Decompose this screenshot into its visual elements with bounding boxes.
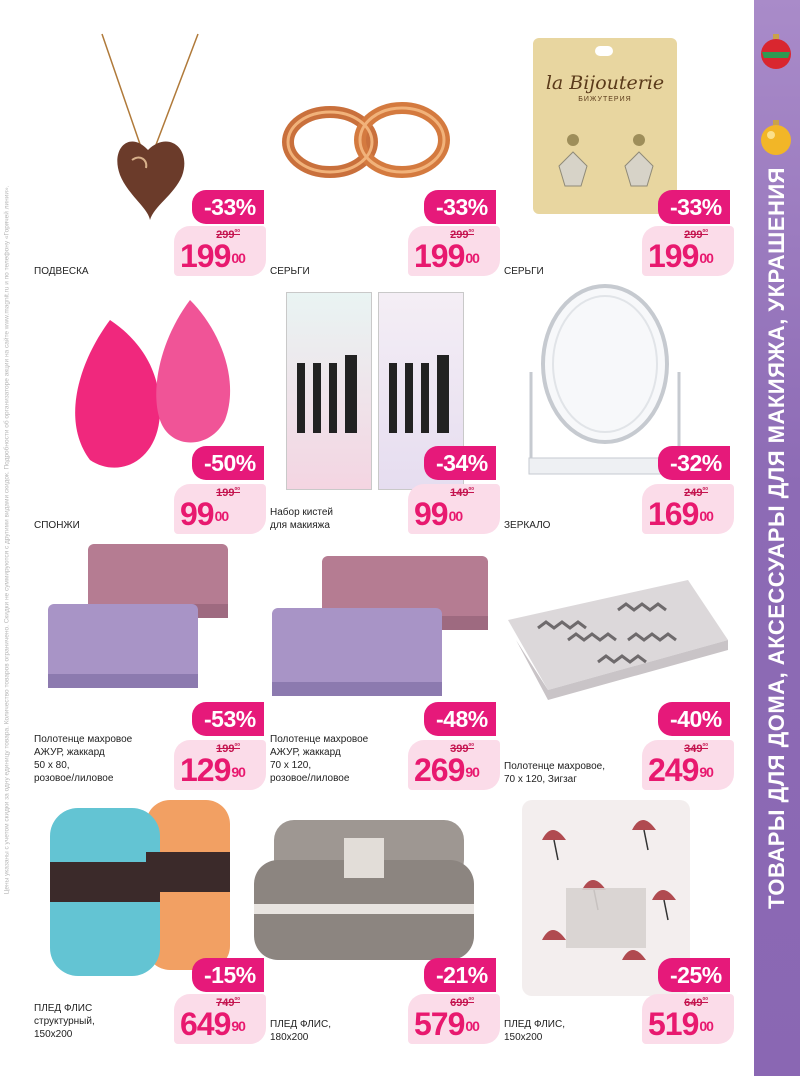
price-box: $749^{00}$ $649^{90}$ (174, 994, 266, 1044)
price-box: $149^{00}$ $99^{00}$ (408, 484, 500, 534)
christmas-ornament-icon (758, 34, 794, 70)
discount-badge: -53% (192, 702, 264, 736)
towel-image (272, 556, 492, 706)
legal-disclaimer: Цены указаны с учетом скидки за одну единицу товара. Количество товаров ограничено. Скидки не суммируются с другими видами скидок. Подробности об организаторе акции на сайте www.magnit.ru и по телефону «Горячей линии». (3, 185, 11, 895)
old-price: 199 (216, 743, 235, 755)
new-price: 519 (648, 1006, 699, 1042)
towel-image (48, 544, 238, 694)
price-box: $299^{00}$ $199^{00}$ (642, 226, 734, 276)
price-box: $199^{00}$ $99^{00}$ (174, 484, 266, 534)
price-box: $399^{00}$ $269^{90}$ (408, 740, 500, 790)
price-box: $649^{00}$ $519^{00}$ (642, 994, 734, 1044)
product-name: ПЛЕД ФЛИС структурный, 150х200 (34, 1003, 95, 1040)
old-price: 349 (684, 743, 703, 755)
new-price: 129 (180, 752, 231, 788)
brand-logo: la Bijouterie (545, 72, 665, 94)
towel-zigzag-image (508, 580, 728, 710)
discount-badge: -33% (658, 190, 730, 224)
earring-card-image (533, 38, 677, 214)
old-price: 699 (450, 997, 469, 1009)
discount-badge: -15% (192, 958, 264, 992)
old-price: 299 (216, 229, 235, 241)
product-name: ЗЕРКАЛО (504, 520, 551, 531)
discount-badge: -48% (424, 702, 496, 736)
discount-badge: -40% (658, 702, 730, 736)
price-box: $249^{00}$ $169^{00}$ (642, 484, 734, 534)
fleece-blanket-image (254, 820, 484, 970)
pendant-image (90, 30, 210, 220)
old-price: 299 (450, 229, 469, 241)
new-price: 199 (648, 238, 699, 274)
christmas-ornament-icon (758, 120, 794, 156)
discount-badge: -32% (658, 446, 730, 480)
product-name: ПЛЕД ФЛИС, 150х200 (504, 1019, 565, 1043)
product-name: СЕРЬГИ (504, 266, 544, 277)
new-price: 99 (180, 496, 214, 532)
new-price: 649 (180, 1006, 231, 1042)
product-name: СЕРЬГИ (270, 266, 310, 277)
price-box: $299^{00}$ $199^{00}$ (174, 226, 266, 276)
discount-badge: -34% (424, 446, 496, 480)
old-price: 649 (684, 997, 703, 1009)
product-name: ПОДВЕСКА (34, 266, 89, 277)
product-name: СПОНЖИ (34, 520, 80, 531)
price-box: $199^{00}$ $129^{90}$ (174, 740, 266, 790)
discount-badge: -25% (658, 958, 730, 992)
discount-badge: -21% (424, 958, 496, 992)
new-price: 199 (180, 238, 231, 274)
fleece-blanket-image (46, 800, 236, 980)
old-price: 749 (216, 997, 235, 1009)
price-box: $699^{00}$ $579^{00}$ (408, 994, 500, 1044)
new-price: 579 (414, 1006, 465, 1042)
price-box: $299^{00}$ $199^{00}$ (408, 226, 500, 276)
discount-badge: -50% (192, 446, 264, 480)
category-side-banner (754, 0, 800, 1076)
hoop-earrings-image (280, 90, 460, 190)
old-price: 149 (450, 487, 469, 499)
discount-badge: -33% (424, 190, 496, 224)
product-name: Набор кистей для макияжа (270, 507, 333, 531)
new-price: 99 (414, 496, 448, 532)
new-price: 249 (648, 752, 699, 788)
discount-badge: -33% (192, 190, 264, 224)
brush-set-image (286, 292, 372, 490)
price-box: $349^{00}$ $249^{90}$ (642, 740, 734, 790)
product-name: Полотенце махровое АЖУР, жаккард 50 х 80, розовое/лиловое (34, 734, 133, 784)
new-price: 169 (648, 496, 699, 532)
old-price: 399 (450, 743, 469, 755)
old-price: 249 (684, 487, 703, 499)
side-banner-title: ТОВАРЫ ДЛЯ ДОМА, АКСЕССУАРЫ ДЛЯ МАКИЯЖА, УКРАШЕНИЯ (764, 167, 789, 909)
old-price: 199 (216, 487, 235, 499)
product-name: Полотенце махровое, 70 х 120, Зигзаг (504, 761, 605, 785)
new-price: 269 (414, 752, 465, 788)
old-price: 299 (684, 229, 703, 241)
brand-subtitle: БИЖУТЕРИЯ (578, 96, 632, 103)
new-price: 199 (414, 238, 465, 274)
product-name: ПЛЕД ФЛИС, 180х200 (270, 1019, 331, 1043)
product-name: Полотенце махровое АЖУР, жаккард 70 х 120, розовое/лиловое (270, 734, 369, 784)
